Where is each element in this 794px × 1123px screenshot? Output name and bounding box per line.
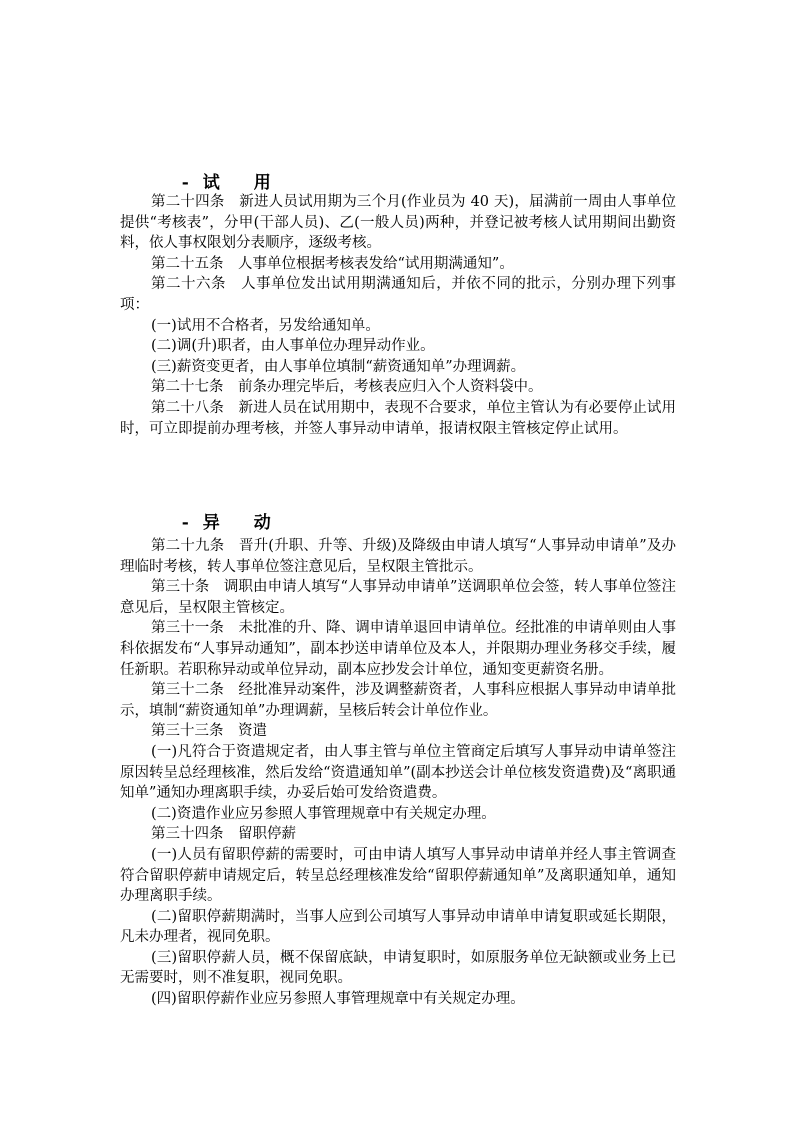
paragraph: 第三十条 调职由申请人填写“人事异动申请单”送调职单位会签，转人事单位签注意见后，呈权限主管核定。 bbox=[120, 579, 676, 616]
paragraph: 第二十九条 晋升(升职、升等、升级)及降级由申请人填写“人事异动申请单”及办理临时考核，转人事单位签注意见后，呈权限主管批示。 bbox=[120, 538, 676, 575]
paragraph: (一)凡符合于资遣规定者，由人事主管与单位主管商定后填写人事异动申请单签注原因转呈总经理核准，然后发给“资遣通知单”(副本抄送会计单位核发资遣费)及“离职通知单”通知办理离职手续，办妥后始可发给资遣费。 bbox=[120, 743, 676, 802]
paragraph: 第二十八条 新进人员在试用期中，表现不合要求，单位主管认为有必要停止试用时，可立即提前办理考核，并签人事异动申请单，报请权限主管核定停止试用。 bbox=[120, 399, 676, 437]
paragraph: 第二十四条 新进人员试用期为三个月(作业员为 40 天)，届满前一周由人事单位提供“考核表”，分甲(干部人员)、乙(一般人员)两种，并登记被考核人试用期间出勤资料，依人事权限划分表顺序，逐级考核。 bbox=[120, 194, 676, 252]
paragraph: (一)试用不合格者，另发给通知单。 bbox=[151, 317, 380, 334]
paragraph: 第三十三条 资遣 bbox=[151, 723, 267, 740]
heading-title: 试 用 bbox=[202, 173, 271, 193]
heading-dash: - bbox=[181, 513, 189, 533]
paragraph: (三)薪资变更者，由人事单位填制“薪资通知单”办理调薪。 bbox=[151, 358, 526, 375]
section-body-transfer bbox=[120, 536, 676, 1010]
paragraph: 第三十二条 经批准异动案件，涉及调整薪资者，人事科应根据人事异动申请单批示，填制“薪资通知单”办理调薪，呈核后转会计单位作业。 bbox=[120, 682, 676, 719]
paragraph: (一)人员有留职停薪的需要时，可由申请人填写人事异动申请单并经人事主管调查符合留职停薪申请规定后，转呈总经理核准发给“留职停薪通知单”及离职通知单，通知办理离职手续。 bbox=[120, 846, 676, 905]
heading-dash: - bbox=[181, 173, 189, 193]
paragraph: 第三十一条 未批准的升、降、调申请单退回申请单位。经批准的申请单则由人事科依据发布“人事异动通知”，副本抄送申请单位及本人，并限期办理业务移交手续，履任新职。若职称异动或单位异动，副本应抄发会计单位，通知变更薪资名册。 bbox=[120, 620, 676, 678]
paragraph: (二)留职停薪期满时，当事人应到公司填写人事异动申请单申请复职或延长期限，凡未办理者，视同免职。 bbox=[120, 908, 676, 946]
paragraph: (二)资遣作业应另参照人事管理规章中有关规定办理。 bbox=[151, 805, 496, 822]
paragraph: (二)调(升)职者，由人事单位办理异动作业。 bbox=[151, 338, 435, 355]
paragraph: 第三十四条 留职停薪 bbox=[151, 826, 296, 843]
section-body-trial bbox=[120, 192, 676, 439]
paragraph: (三)留职停薪人员，概不保留底缺，申请复职时，如原服务单位无缺额或业务上已无需要时，则不准复职，视同免职。 bbox=[120, 949, 676, 987]
paragraph: 第二十五条 人事单位根据考核表发给“试用期满通知”。 bbox=[151, 255, 514, 272]
paragraph: 第二十七条 前条办理完毕后，考核表应归入个人资料袋中。 bbox=[151, 379, 543, 396]
paragraph: (四)留职停薪作业应另参照人事管理规章中有关规定办理。 bbox=[151, 991, 525, 1008]
heading-title: 异 动 bbox=[202, 513, 271, 533]
paragraph: 第二十六条 人事单位发出试用期满通知后，并依不同的批示，分别办理下列事项： bbox=[120, 276, 676, 313]
